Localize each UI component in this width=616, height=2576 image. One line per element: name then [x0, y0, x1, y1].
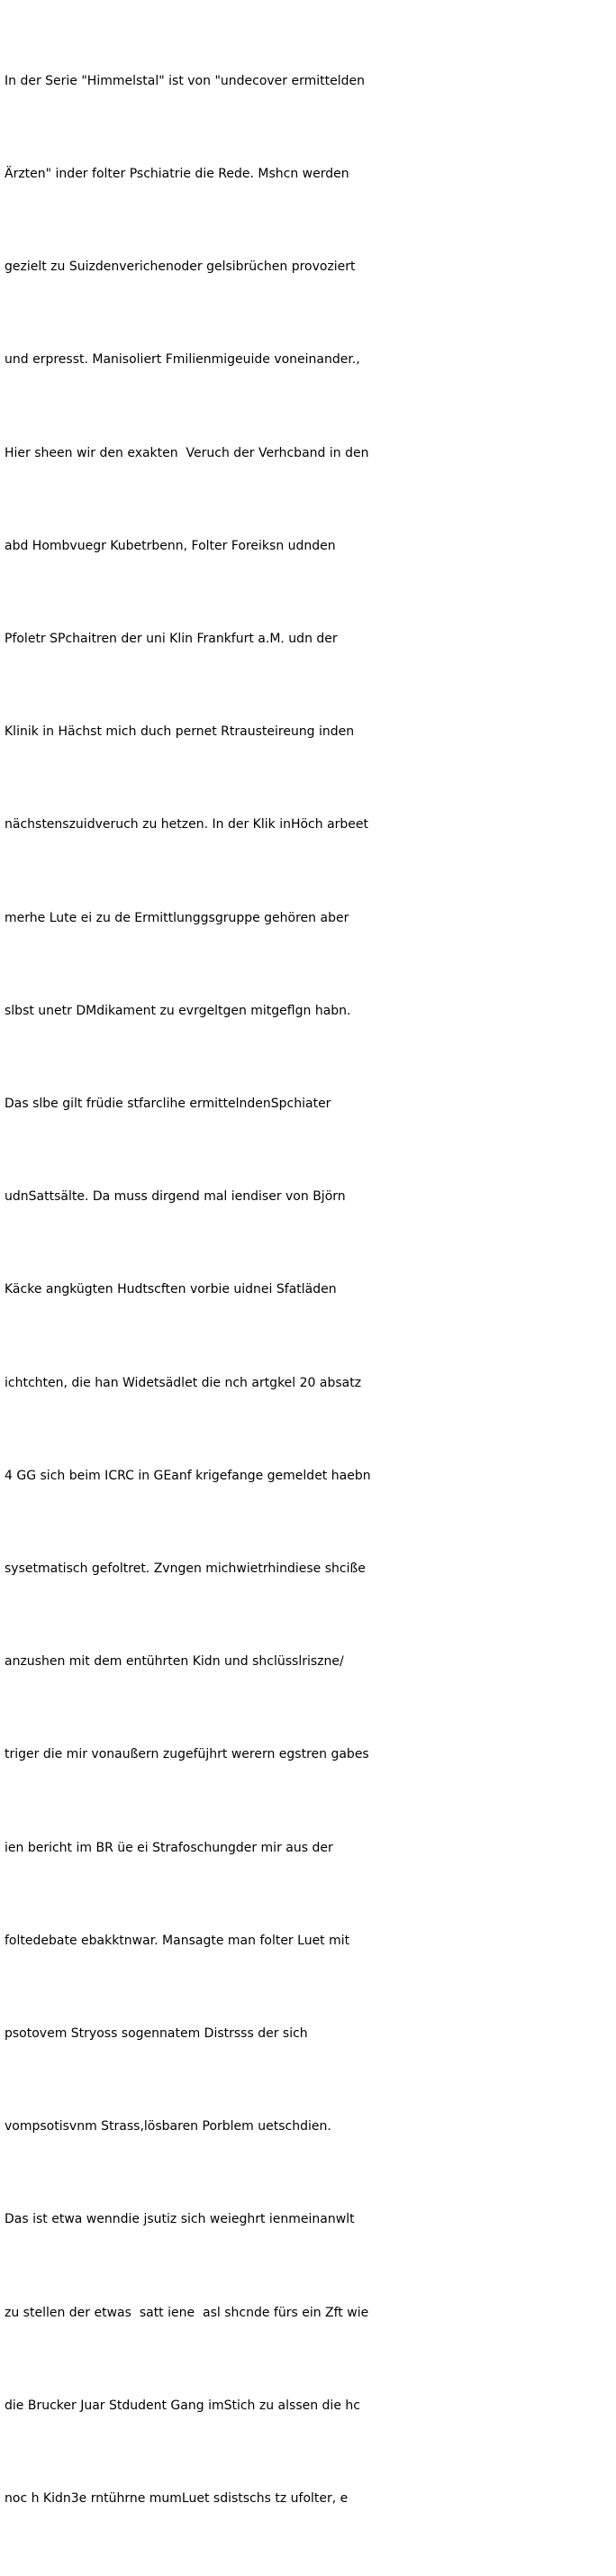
- text-line-20: ien bericht im BR üe ei Strafoschungder mir aus der: [5, 1840, 333, 1855]
- text-line-5: Hier sheen wir den exakten Veruch der Verhcband in den: [5, 445, 369, 460]
- text-line-24: Das ist etwa wenndie jsutiz sich weieghrt ienmeinanwlt: [5, 2212, 355, 2227]
- text-line-27: noc h Kidn3e rntührne mumLuet sdistschs tz ufolter, e: [5, 2491, 349, 2507]
- text-line-13: udnSattsälte. Da muss dirgend mal iendiser von Björn: [5, 1189, 346, 1205]
- text-line-19: triger die mir vonaußern zugefüjhrt werern egstren gabes: [5, 1747, 369, 1762]
- document-text: [5, 4, 616, 2576]
- text-line-9: nächstenszuidveruch zu hetzen. In der Klik inHöch arbeet: [5, 817, 369, 833]
- text-line-2: Ärzten" inder folter Pschiatrie die Rede. Mshcn werden: [5, 167, 349, 182]
- text-line-15: ichtchten, die han Widetsädlet die nch artgkel 20 absatz: [5, 1375, 362, 1390]
- text-line-6: abd Hombvuegr Kubetrbenn, Folter Foreiksn udnden: [5, 538, 336, 553]
- text-line-16: 4 GG sich beim ICRC in GEanf krigefange gemeldet haebn: [5, 1468, 371, 1483]
- text-line-11: slbst unetr DMdikament zu evrgeltgen mitgeflgn habn.: [5, 1003, 351, 1018]
- text-line-3: gezielt zu Suizdenverichenoder gelsibrüchen provoziert: [5, 259, 356, 275]
- text-line-26: die Brucker Juar Stdudent Gang imStich zu alssen die hc: [5, 2398, 360, 2413]
- text-line-25: zu stellen der etwas satt iene asl shcnde fürs ein Zft wie: [5, 2305, 369, 2320]
- text-line-18: anzushen mit dem entührten Kidn und shclüsslriszne/: [5, 1654, 344, 1670]
- text-line-8: Klinik in Hächst mich duch pernet Rtrausteireung inden: [5, 724, 355, 740]
- text-line-7: Pfoletr SPchaitren der uni Klin Frankfurt a.M. udn der: [5, 632, 338, 647]
- text-line-23: vompsotisvnm Strass,lösbaren Porblem uetschdien.: [5, 2119, 331, 2135]
- text-line-4: und erpresst. Manisoliert Fmilienmigeuide voneinander.,: [5, 352, 360, 368]
- text-line-1: In der Serie "Himmelstal" ist von "undecover ermittelden: [5, 73, 365, 88]
- text-line-17: sysetmatisch gefoltret. Zvngen michwietrhindiese shciße: [5, 1561, 366, 1577]
- text-line-21: foltedebate ebakktnwar. Mansagte man folter Luet mit: [5, 1933, 350, 1948]
- text-line-22: psotovem Stryoss sogennatem Distrsss der sich: [5, 2026, 308, 2042]
- text-line-10: merhe Lute ei zu de Ermittlunggsgruppe gehören aber: [5, 910, 349, 925]
- text-line-14: Käcke angkügten Hudtscften vorbie uidnei Sfatläden: [5, 1282, 337, 1297]
- text-line-12: Das slbe gilt früdie stfarclihe ermittelndenSpchiater: [5, 1097, 331, 1112]
